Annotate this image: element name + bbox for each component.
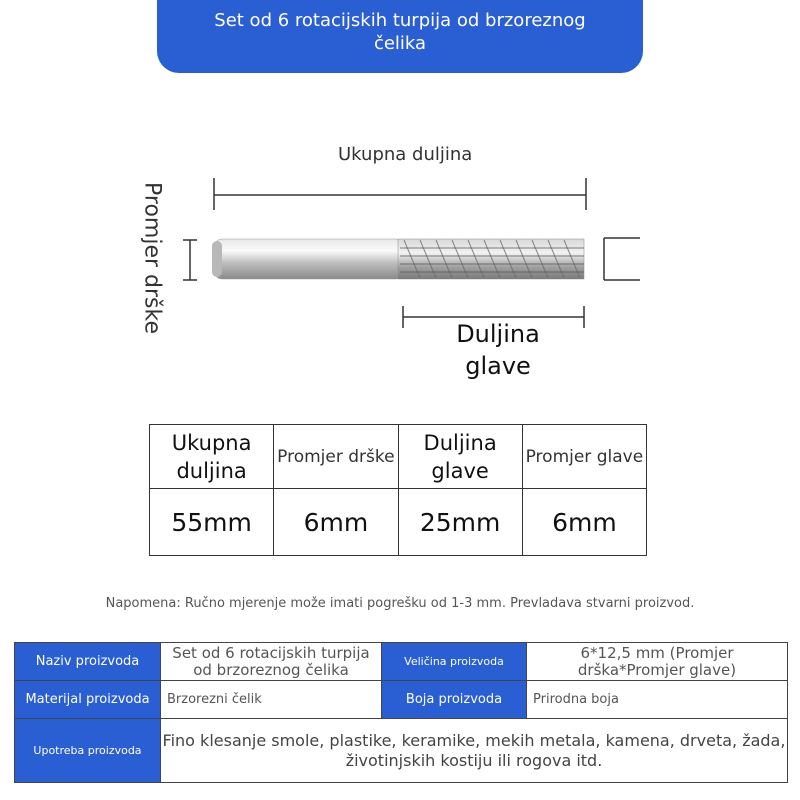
table-cell: 25mm: [398, 489, 522, 556]
name-value: Set od 6 rotacijskih turpija od brzoreznog čelika: [161, 643, 382, 681]
shank-diameter-label: Promjer drške: [139, 182, 165, 334]
head-length-label: Duljina glave: [456, 320, 540, 380]
dimensions-table: [149, 424, 647, 556]
table-cell: 55mm: [150, 489, 274, 556]
product-info-table: [14, 642, 788, 783]
table-row: [15, 681, 788, 719]
material-value: Brzorezni čelik: [161, 681, 382, 719]
head-diameter-dimension: [604, 238, 640, 280]
use-value: Fino klesanje smole, plastike, keramike, mekih metala, kamena, drveta, žada, životinjskih kostiju ili rogova itd.: [161, 719, 788, 783]
table-row: [150, 489, 647, 556]
use-label: Upotreba proizvoda: [15, 719, 161, 783]
total-length-label: Ukupna duljina: [338, 144, 473, 165]
banner-title: Set od 6 rotacijskih turpija od brzoreznog čelika: [214, 10, 586, 54]
size-label: Veličina proizvoda: [382, 643, 527, 681]
shank-diameter-dimension: [183, 240, 197, 280]
measurement-note: Napomena: Ručno mjerenje može imati pogrešku od 1-3 mm. Prevladava stvarni proizvod.: [105, 596, 695, 611]
color-value: Prirodna boja: [527, 681, 788, 719]
table-row: [15, 643, 788, 681]
material-label: Materijal proizvoda: [15, 681, 161, 719]
table-header-cell: Ukupna duljina: [150, 425, 274, 489]
table-cell: 6mm: [522, 489, 646, 556]
size-value: 6*12,5 mm (Promjer drška*Promjer glave): [527, 643, 788, 681]
color-label: Boja proizvoda: [382, 681, 527, 719]
table-row: [15, 719, 788, 783]
table-header-row: [150, 425, 647, 489]
name-label: Naziv proizvoda: [15, 643, 161, 681]
table-header-cell: Promjer glave: [522, 425, 646, 489]
title-banner: [157, 0, 643, 73]
total-length-dimension: [214, 178, 586, 210]
tool-drawing: [0, 80, 800, 410]
table-header-cell: Promjer drške: [274, 425, 398, 489]
table-cell: 6mm: [274, 489, 398, 556]
dimension-diagram: [0, 80, 800, 410]
burr-tool-image: [212, 239, 584, 279]
table-header-cell: Duljina glave: [398, 425, 522, 489]
